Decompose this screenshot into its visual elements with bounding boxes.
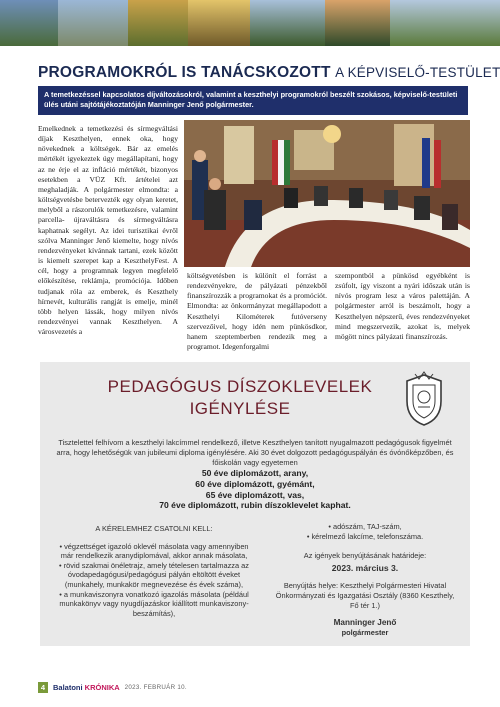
diploma-list xyxy=(50,468,460,511)
attachments-section xyxy=(54,524,254,618)
announcement-title xyxy=(70,376,410,420)
attachments-heading: A KÉRELEMHEZ CSATOLNI KELL: xyxy=(95,524,213,533)
title-main: PROGRAMOKRÓL IS TANÁCSKOZOTT xyxy=(38,64,331,81)
announcement-title-line-2: IGÉNYLÉSE xyxy=(189,399,291,418)
submission-place: Benyújtás helye: Keszthelyi Polgármesteri Hivatal Önkormányzati és Igazgatási Osztály (8360 Keszthely, Fő tér 1.) xyxy=(275,581,455,610)
page-number: 4 xyxy=(38,682,48,693)
article-title xyxy=(38,64,500,82)
article-lead: A temetkezéssel kapcsolatos díjváltozásokról, valamint a keszthelyi programokról beszélt szokásos, képviselő-testületi ülés utáni sajtótájékoztatóján Manninger Jenő polgármester. xyxy=(38,86,468,115)
article-column-2: költségvetésben is különít el forrást a rendezvényekre, de pályázati pénzekből finanszírozzák a programokat és a promóciót. Elmondta: az önkormányzat megállapodott a Keszthelyi Kilométerek futóverseny szervezőivel, hogy idén nem pünkösdkor, hanem szeptemberben rendezik meg a programot. Idegenforgalmi xyxy=(187,271,327,352)
title-sub: A KÉPVISELŐ-TESTÜLET xyxy=(335,65,500,80)
attachment-item: • adószám, TAJ-szám, xyxy=(328,522,402,531)
city-crest-icon xyxy=(401,371,447,427)
deadline-label: Az igények benyújtásának határideje: xyxy=(303,551,427,561)
brand-part-1: Balatoni xyxy=(53,682,85,692)
attachment-item: • a munkaviszonyra vonatkozó igazolás másolata (például munkakönyv vagy nyugdíjazáskor kiállított munkaviszony-beszámítás), xyxy=(59,589,249,618)
diploma-item: 60 éve diplomázott, gyémánt, xyxy=(195,478,315,489)
signer-title: polgármester xyxy=(341,627,389,637)
attachment-item: • kérelmező lakcíme, telefonszáma. xyxy=(306,531,424,541)
page-footer xyxy=(38,681,187,693)
publication-logo xyxy=(53,683,120,692)
article-column-1: Emelkednek a temetkezési és sírmegváltási díjak Keszthelyen, ennek oka, hogy növekednek a költségek. Bár az emelés mértékét igyekeztek úgy megállapítani, hogy az ne érje el az infláció mértékét, bizonyos esetekben a VÜZ Kft. ártételei azt meghaladják. A polgármester elmondta: a költségvetésbe betervezték egy olyan keretet, melyből a rászorulók temetkezésre, valamint parcella- újraváltásra és sírmegváltásra kaphatnak segélyt. Az idei turisztikai évről szólva Manninger Jenő kiemelte, hogy nívós rendezvényeket kívánnak tartani, ezek között is kiemelt szerepet kap a KeszthelyFest. A cél, hogy a programnak legyen megfelelő előkészítése, reklámja, promóciója. Időben tudjanak róla az emberek, és Keszthely hírnevét, kulturális rangját is emelje, minél több helyen lássák, hogy milyen nívós rendezvényei vannak Keszthelyen. A városvezetés a xyxy=(38,124,178,337)
announcement-title-line-1: PEDAGÓGUS DÍSZOKLEVELEK xyxy=(107,377,373,396)
diploma-item: 65 éve diplomázott, vas, xyxy=(205,489,305,500)
signer-name: Manninger Jenő xyxy=(333,618,397,628)
header-photo-strip xyxy=(0,0,500,46)
attachment-item: • végzettséget igazoló oklevél másolata vagy amennyiben már rendelkezik aranydiplomával, akkor annak másolata, xyxy=(59,541,249,561)
announcement-box xyxy=(40,362,470,646)
diploma-item: 70 éve diplomázott, rubin díszoklevelet kaphat. xyxy=(159,500,351,511)
announcement-intro: Tisztelettel felhívom a keszthelyi lakcímmel rendelkező, illetve Keszthelyen tanított nyugalmazott pedagógusok figyelmét arra, hogy lehetőségük van jubileumi diploma igénylésére. Aki 30 évet dolgozott pedagóguspályán és óvónőképzőben, és főiskolán vagy egyetemen xyxy=(56,438,454,467)
attachment-item: • rövid szakmai önéletrajz, amely tételesen tartalmazza az óvodapedagógusi/pedagógusi pályán eltöltött éveket (munkahely, munkakör megnevezése és évek száma), xyxy=(59,560,249,589)
article-column-3: szempontból a pünkösd egyébként is zsúfolt, így viszont a nyári időszak után is nívós program lesz a város palettáján. A polgármester arról is beszámolt, hogy a Keszthelyen népszerű, éves rendezvényeket mind megszervezik, azokat is, melyek mögött nincs pályázati finanszírozás. xyxy=(335,271,470,341)
council-meeting-photo xyxy=(184,120,470,267)
deadline-date: 2023. március 3. xyxy=(331,562,399,573)
submission-section xyxy=(272,522,458,637)
diploma-item: 50 éve diplomázott, arany, xyxy=(201,468,309,478)
brand-part-2: KRÓNIKA xyxy=(84,682,120,692)
issue-date: 2023. FEBRUÁR 10. xyxy=(124,683,187,691)
